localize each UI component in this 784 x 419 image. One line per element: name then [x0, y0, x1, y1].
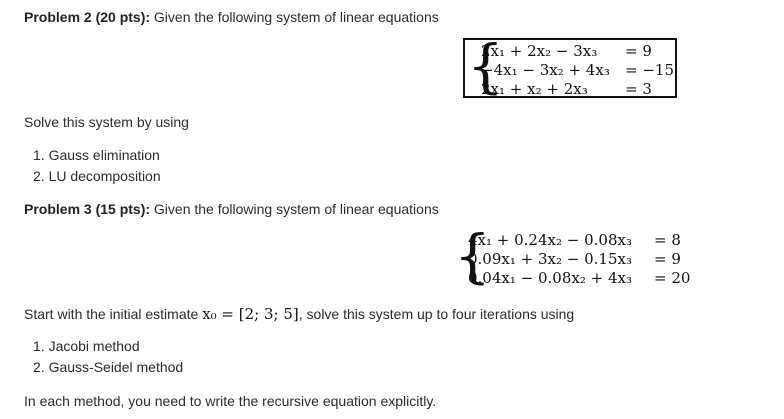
problem2-method-list [33, 145, 161, 187]
problem2-heading [24, 9, 439, 25]
problem3-heading-text: Given the following system of linear equations [150, 201, 439, 217]
problem3-instruction [24, 305, 574, 323]
equation-rhs: = 9 [625, 42, 652, 60]
equation-rhs: = 9 [654, 250, 681, 268]
problem2-heading-bold: Problem 2 (20 pts): [24, 9, 151, 25]
equation-lhs: 0.04x₁ − 0.08x₂ + 4x₃ [468, 269, 632, 287]
problem2-instruction: Solve this system by using [24, 114, 189, 130]
equation-rhs: = 3 [625, 80, 652, 98]
list-item: 2. Gauss-Seidel method [33, 359, 184, 375]
equation-lhs: 4x₁ + 0.24x₂ − 0.08x₃ [468, 231, 632, 249]
list-item: 1. Gauss elimination [33, 147, 160, 163]
equation-rhs: = 8 [654, 231, 681, 249]
equation-rhs: = −15 [625, 61, 674, 79]
problem3-heading [24, 201, 439, 217]
problem3-note: In each method, you need to write the recursive equation explicitly. [24, 393, 437, 409]
problem2-heading-text: Given the following system of linear equations [150, 9, 439, 25]
problem2-equation-system [463, 32, 677, 100]
equation-lhs: 2x₁ + 2x₂ − 3x₃ [481, 42, 598, 60]
instruction-text: Start with the initial estimate [24, 306, 203, 322]
left-brace-icon: { [467, 32, 504, 100]
equation-lhs: 2x₁ + x₂ + 2x₃ [481, 80, 588, 98]
list-item: 1. Jacobi method [33, 338, 140, 354]
initial-estimate: x₀ = [2; 3; 5] [202, 305, 299, 323]
instruction-text: , solve this system up to four iterations using [298, 306, 575, 322]
equation-rhs: = 20 [654, 269, 691, 287]
equation-lhs: −4x₁ − 3x₂ + 4x₃ [481, 61, 610, 79]
left-brace-icon: { [454, 222, 491, 290]
problem3-equation-system [454, 222, 694, 290]
problem3-method-list [33, 336, 183, 378]
list-item: 2. LU decomposition [33, 168, 161, 184]
equation-lhs: 0.09x₁ + 3x₂ − 0.15x₃ [468, 250, 632, 268]
problem3-heading-bold: Problem 3 (15 pts): [24, 201, 151, 217]
